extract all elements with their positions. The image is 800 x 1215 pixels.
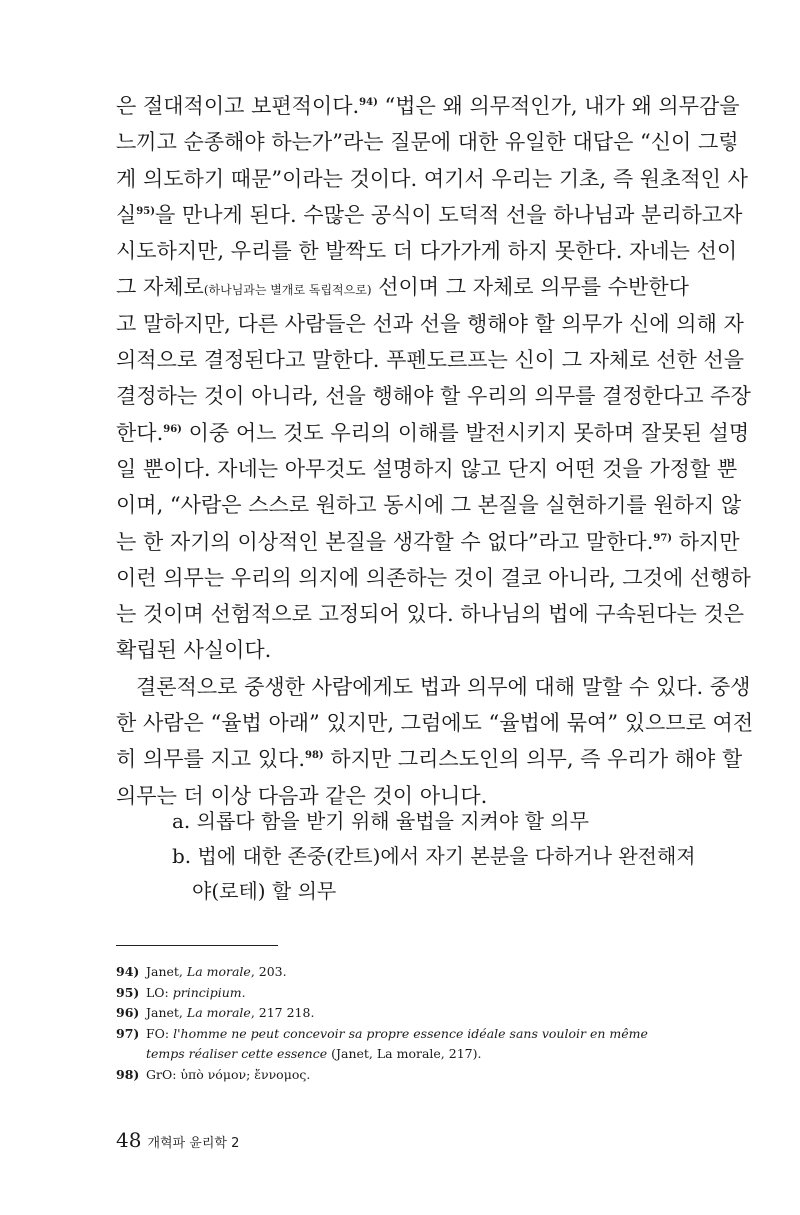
text-line: 이런 의무는 우리의 의지에 의존하는 것이 결코 아니라, 그것에 선행하 — [116, 565, 751, 590]
footnote-number: 97) — [116, 1025, 140, 1041]
parenthetical-note: (하나님과는 별개로 독립적으로) — [203, 283, 372, 298]
text-line: 한 사람은 “율법 아래” 있지만, 그럼에도 “율법에 묶여” 있으므로 여전 — [116, 711, 754, 736]
list-item: a. 의롭다 함을 받기 위해 율법을 지켜야 할 의무 — [172, 809, 589, 833]
footnote-number: 96) — [116, 1005, 140, 1020]
footnote: 96) Janet, La morale, 217 218. — [116, 1003, 666, 1024]
list-item-continuation: 야(로테) 할 의무 — [192, 879, 337, 903]
footnote: 94) Janet, La morale, 203. — [116, 962, 666, 983]
footnote: 97) FO: l'homme ne peut concevoir sa propre essence idéale sans vouloir en même temps réaliser cette essence (Janet, La morale, 217). — [116, 1024, 666, 1065]
footnote-ref[interactable]: 98) — [305, 750, 324, 762]
text-line: 실$^{95)}$을 만나게 된다. 수많은 공식이 도덕적 선을 하나님과 분리하고자 — [116, 202, 743, 227]
text-line: 시도하지만, 우리를 한 발짝도 더 다가가게 하지 못한다. 자네는 선이 — [116, 239, 738, 264]
footnote-number: 98) — [116, 1066, 140, 1082]
page-number: 48 — [116, 1128, 142, 1152]
text-line: 일 뿐이다. 자네는 아무것도 설명하지 않고 단지 어떤 것을 가정할 뿐 — [116, 456, 738, 481]
body-text — [116, 88, 754, 814]
text-line: 확립된 사실이다. — [116, 638, 272, 663]
text-line: 결정하는 것이 아니라, 선을 행해야 할 우리의 의무를 결정한다고 주장 — [116, 384, 751, 409]
footnote-number: 95) — [116, 984, 140, 1000]
text-line: 결론적으로 중생한 사람에게도 법과 의무에 대해 말할 수 있다. 중생 — [136, 674, 751, 699]
text-line: 의적으로 결정된다고 말한다. 푸펜도르프는 신이 그 자체로 선한 선을 — [116, 348, 745, 373]
text-line: 한다.$^{96)}$ 이중 어느 것도 우리의 이해를 발전시키지 못하며 잘못된 설명 — [116, 420, 750, 445]
text-line: 은 절대적이고 보편적이다.$^{94)}$ “법은 왜 의무적인가, 내가 왜 의무감을 — [116, 94, 740, 118]
text-line: 느끼고 순종해야 하는가”라는 질문에 대한 유일한 대답은 “신이 그렇 — [116, 130, 739, 155]
text-line: 는 것이며 선험적으로 고정되어 있다. 하나님의 법에 구속된다는 것은 — [116, 602, 745, 627]
footnote-ref[interactable]: 94) — [359, 97, 378, 108]
enumerated-list — [172, 804, 696, 909]
text-line: 는 한 자기의 이상적인 본질을 생각할 수 없다”라고 말한다.$^{97)}$ 하지만 — [116, 529, 740, 554]
footnote: 95) LO: principium. — [116, 983, 666, 1004]
footnote-number: 94) — [116, 964, 140, 979]
footnotes — [116, 962, 666, 1085]
footnote-divider — [116, 945, 278, 946]
footnote-ref[interactable]: 97) — [653, 532, 673, 544]
footnote: 98) GrO: ὑπὸ νόμον; ἔννομος. — [116, 1065, 666, 1086]
book-title: 개혁파 윤리학 2 — [147, 1136, 240, 1151]
footnote-ref[interactable]: 96) — [163, 423, 182, 435]
list-item: b. 법에 대한 존중(칸트)에서 자기 본분을 다하거나 완전해져 — [172, 844, 696, 868]
text-line: 그 자체로(하나님과는 별개로 독립적으로) 선이며 그 자체로 의무를 수반한다 — [116, 275, 689, 300]
text-line: 의무는 더 이상 다음과 같은 것이 아니다. — [116, 783, 488, 808]
text-line: 고 말하지만, 다른 사람들은 선과 선을 행해야 할 의무가 신에 의해 자 — [116, 311, 744, 336]
footnote-ref[interactable]: 95) — [136, 205, 155, 217]
text-line: 히 의무를 지고 있다.$^{98)}$ 하지만 그리스도인의 의무, 즉 우리가 해야 할 — [116, 747, 743, 772]
text-line: 이며, “사람은 스스로 원하고 동시에 그 본질을 실현하기를 원하지 않 — [116, 493, 742, 518]
page-footer — [116, 1128, 239, 1152]
text-line: 게 의도하기 때문”이라는 것이다. 여기서 우리는 기초, 즉 원초적인 사 — [116, 166, 748, 191]
